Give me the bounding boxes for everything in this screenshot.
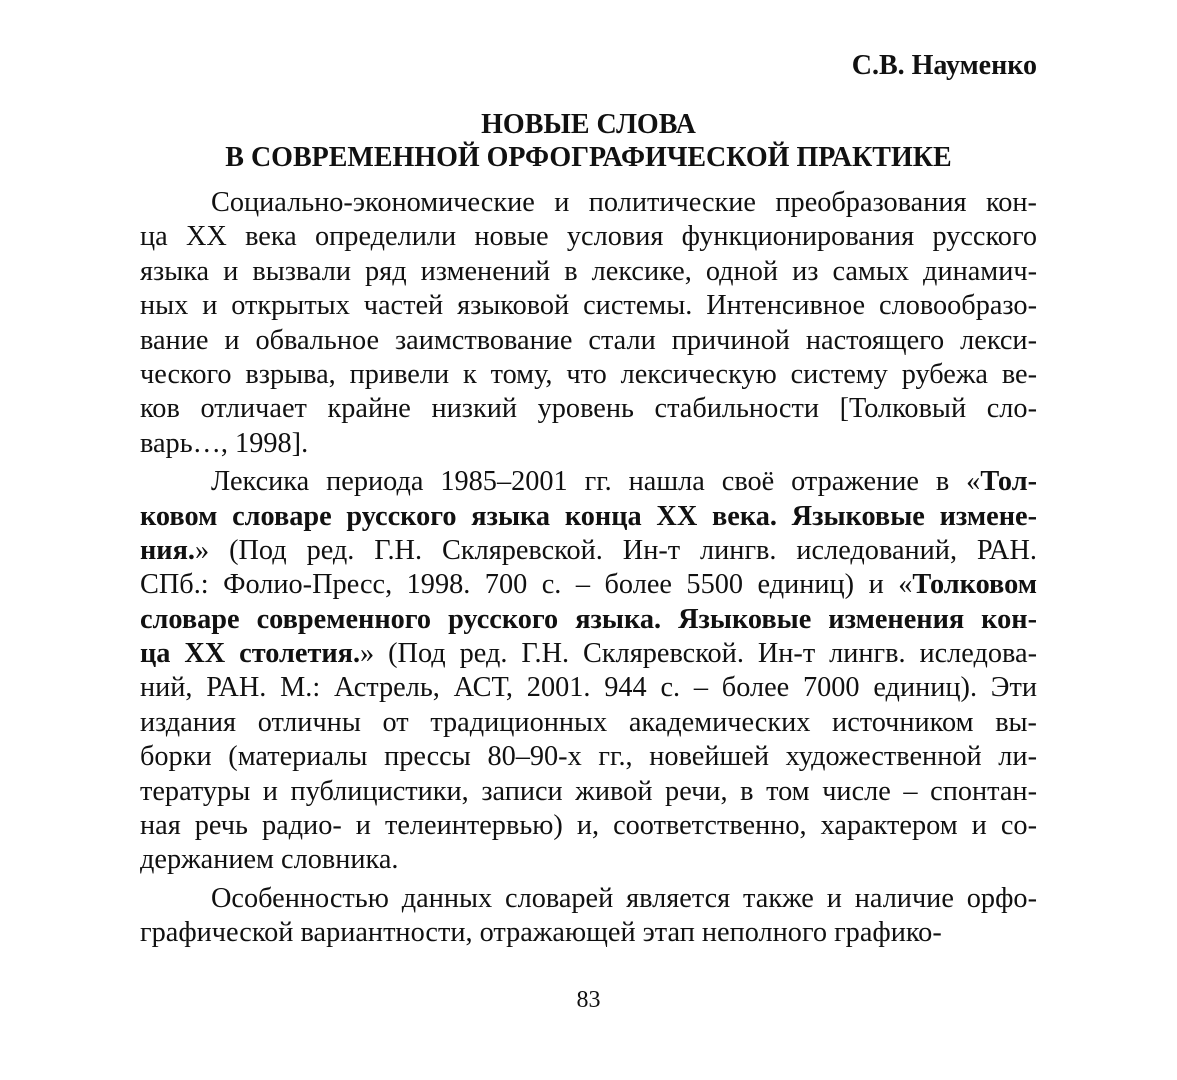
plain-text: языка и вызвали ряд изменений в лексике, одной из самых динамич- [140, 255, 1037, 287]
text-line [140, 843, 1037, 877]
article-body [140, 186, 1037, 951]
text-line [140, 534, 1037, 568]
article-title [140, 108, 1037, 174]
text-line [140, 637, 1037, 671]
plain-text: издания отличны от традиционных академических источником вы- [140, 706, 1037, 738]
bold-text: ца XX столетия. [140, 638, 361, 670]
text-line [140, 427, 1037, 461]
plain-text: Особенностью данных словарей является также и наличие орфо- [211, 882, 1037, 914]
article-title-line-1: НОВЫЕ СЛОВА [481, 109, 696, 140]
text-line [140, 186, 1037, 220]
plain-text: графической вариантности, отражающей этап неполного графико- [140, 917, 942, 949]
plain-text: ных и открытых частей языковой системы. Интенсивное словообразо- [140, 290, 1037, 322]
text-line [140, 324, 1037, 358]
plain-text: Социально-экономические и политические преобразования кон- [211, 187, 1037, 218]
bold-text: ния. [140, 534, 195, 566]
plain-text: ческого взрыва, привели к тому, что лексическую систему рубежа ве- [140, 358, 1037, 390]
text-line [140, 775, 1037, 809]
plain-text: Лексика периода 1985–2001 гг. нашла своё отражение в « [211, 466, 981, 498]
text-line [140, 882, 1037, 916]
plain-text: ца XX века определили новые условия функционирования русского [140, 221, 1037, 253]
plain-text: варь…, 1998]. [140, 427, 309, 459]
paragraph [140, 465, 1037, 878]
plain-text: тературы и публицистики, записи живой речи, в том числе – спонтан- [140, 775, 1037, 807]
plain-text: » (Под ред. Г.Н. Скляревской. Ин-т лингв. иследова- [360, 638, 1037, 670]
plain-text: борки (материалы прессы 80–90-х гг., новейшей художественной ли- [140, 741, 1037, 773]
bold-text: Тол- [980, 466, 1037, 498]
article-title-line-2: В СОВРЕМЕННОЙ ОРФОГРАФИЧЕСКОЙ ПРАКТИКЕ [225, 142, 952, 173]
page-number: 83 [576, 987, 601, 1013]
bold-text: Толковом [912, 569, 1037, 601]
author-name: С.В. Науменко [851, 50, 1037, 81]
plain-text: ний, РАН. М.: Астрель, АСТ, 2001. 944 с. – более 7000 единиц). Эти [140, 672, 1037, 704]
paragraph [140, 186, 1037, 461]
text-line [140, 706, 1037, 740]
plain-text: ков отличает крайне низкий уровень стабильности [Толковый сло- [140, 393, 1037, 425]
text-line [140, 289, 1037, 323]
text-line [140, 392, 1037, 426]
paragraph [140, 882, 1037, 951]
bold-text: словаре современного русского языка. Языковые изменения кон- [140, 603, 1037, 635]
text-line [140, 568, 1037, 602]
text-line [140, 916, 1037, 950]
document-page [140, 0, 1037, 1080]
text-line [140, 809, 1037, 843]
bold-text: ковом словаре русского языка конца XX века. Языковые измене- [140, 500, 1037, 532]
plain-text: ная речь радио- и телеинтервью) и, соответственно, характером и со- [140, 810, 1037, 842]
plain-text: держанием словника. [140, 844, 399, 876]
text-line [140, 500, 1037, 534]
text-line [140, 671, 1037, 705]
text-line [140, 220, 1037, 254]
text-line [140, 740, 1037, 774]
text-line [140, 603, 1037, 637]
plain-text: вание и обвальное заимствование стали причиной настоящего лекси- [140, 324, 1037, 356]
text-line [140, 465, 1037, 499]
plain-text: СПб.: Фолио-Пресс, 1998. 700 с. – более 5500 единиц) и « [140, 569, 913, 601]
text-line [140, 255, 1037, 289]
plain-text: » (Под ред. Г.Н. Скляревской. Ин-т лингв. иследований, РАН. [195, 534, 1037, 566]
text-line [140, 358, 1037, 392]
